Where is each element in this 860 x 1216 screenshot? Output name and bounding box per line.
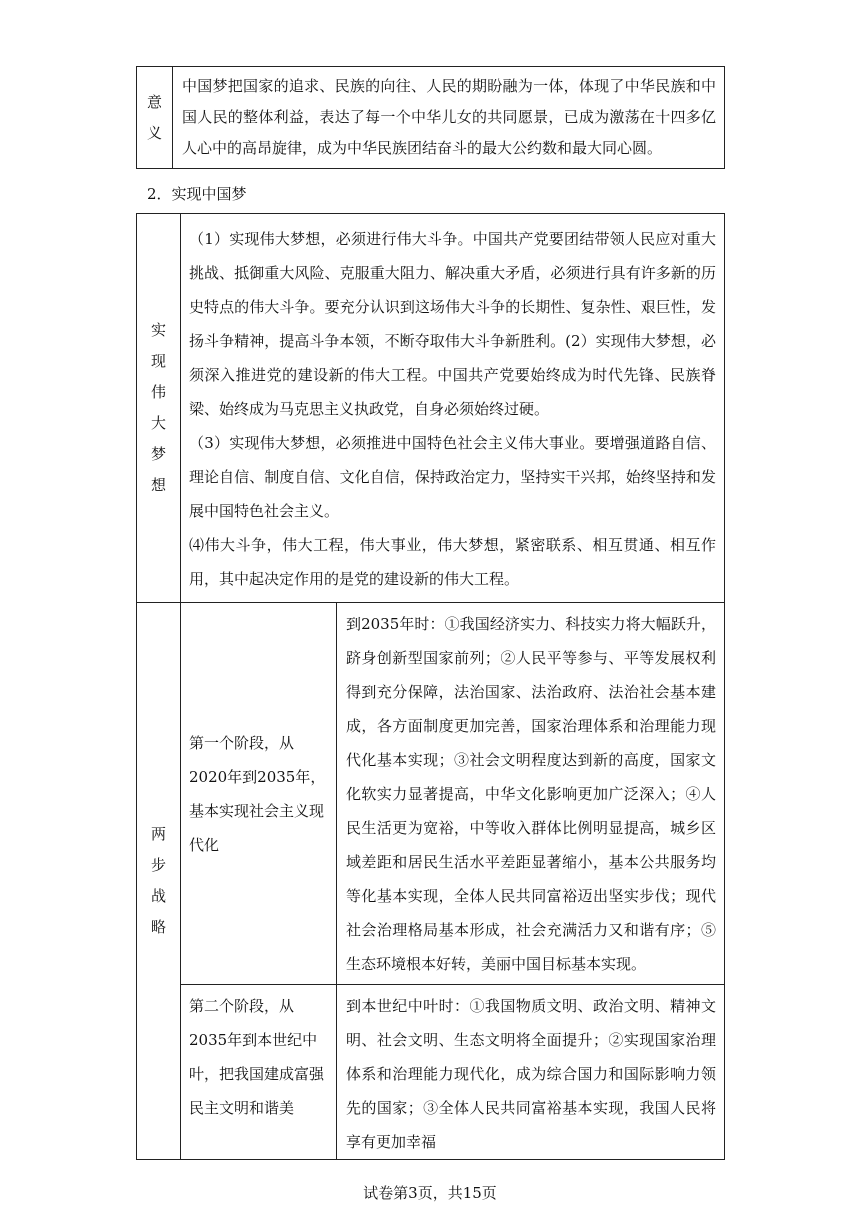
stage-2-detail-cell — [337, 985, 725, 1160]
stage-2-title-cell — [181, 985, 337, 1160]
stage-1-title-cell — [181, 603, 337, 985]
great-dream-content — [181, 214, 725, 603]
significance-row — [137, 67, 725, 169]
great-dream-row — [137, 214, 725, 603]
realize-dream-table — [136, 213, 725, 1160]
dream-paragraph-3: ⑷伟大斗争，伟大工程，伟大事业，伟大梦想，紧密联系、相互贯通、相互作用，其中起决定作用的是党的建设新的伟大工程。 — [189, 536, 716, 588]
stage-2-detail: 到本世纪中叶时：①我国物质文明、政治文明、精神文明、社会文明、生态文明将全面提升；②实现国家治理体系和治理能力现代化，成为综合国力和国际影响力领先的国家；③全体人民共同富裕基本实现，我国人民将享有更加幸福 — [346, 997, 716, 1151]
stage-1-row — [137, 603, 725, 985]
page-footer: 试卷第3页，共15页 — [363, 1184, 497, 1202]
great-dream-label: 实 现 伟 大 梦 想 — [137, 214, 181, 603]
significance-table — [136, 66, 725, 169]
significance-label: 意 义 — [137, 67, 173, 169]
stage-1-title: 第一个阶段，从2020年到2035年，基本实现社会主义现代化 — [189, 733, 326, 854]
stage-2-title: 第二个阶段，从2035年到本世纪中叶，把我国建成富强民主文明和谐美 — [189, 997, 325, 1117]
stage-1-detail-cell — [337, 603, 725, 985]
stage-1-detail: 到2035年时：①我国经济实力、科技实力将大幅跃升，跻身创新型国家前列；②人民平等参与、平等发展权利得到充分保障，法治国家、法治政府、法治社会基本建成，各方面制度更加完善，国家治理体系和治理能力现代化基本实现；③社会文明程度达到新的高度，国家文化软实力显著提高，中华文化影响更加广泛深入；④人民生活更为宽裕，中等收入群体比例明显提高，城乡区域差距和居民生活水平差距显著缩小，基本公共服务均等化基本实现，全体人民共同富裕迈出坚实步伐；现代社会治理格局基本形成，社会充满活力又和谐有序；⑤生态环境根本好转，美丽中国目标基本实现。 — [346, 615, 716, 973]
dream-paragraph-2: （3）实现伟大梦想，必须推进中国特色社会主义伟大事业。要增强道路自信、理论自信、制度自信、文化自信，保持政治定力，坚持实干兴邦，始终坚持和发展中国特色社会主义。 — [189, 434, 716, 520]
dream-paragraph-1: （1）实现伟大梦想，必须进行伟大斗争。中国共产党要团结带领人民应对重大挑战、抵御重大风险、克服重大阻力、解决重大矛盾，必须进行具有许多新的历史特点的伟大斗争。要充分认识到这场伟大斗争的长期性、复杂性、艰巨性，发扬斗争精神，提高斗争本领，不断夺取伟大斗争新胜利。(2）实现伟大梦想，必须深入推进党的建设新的伟大工程。中国共产党要始终成为时代先锋、民族脊梁、始终成为马克思主义执政党，自身必须始终过硬。 — [189, 230, 716, 418]
two-step-strategy-label: 两 步 战 略 — [137, 603, 181, 1160]
stage-2-row — [137, 985, 725, 1160]
significance-content — [173, 67, 725, 169]
section-heading: 2．实现中国梦 — [147, 185, 247, 203]
significance-text: 中国梦把国家的追求、民族的向往、人民的期盼融为一体，体现了中华民族和中国人民的整体利益，表达了每一个中华儿女的共同愿景，已成为激荡在十四多亿人心中的高昂旋律，成为中华民族团结奋斗的最大公约数和最大同心圆。 — [182, 77, 716, 157]
